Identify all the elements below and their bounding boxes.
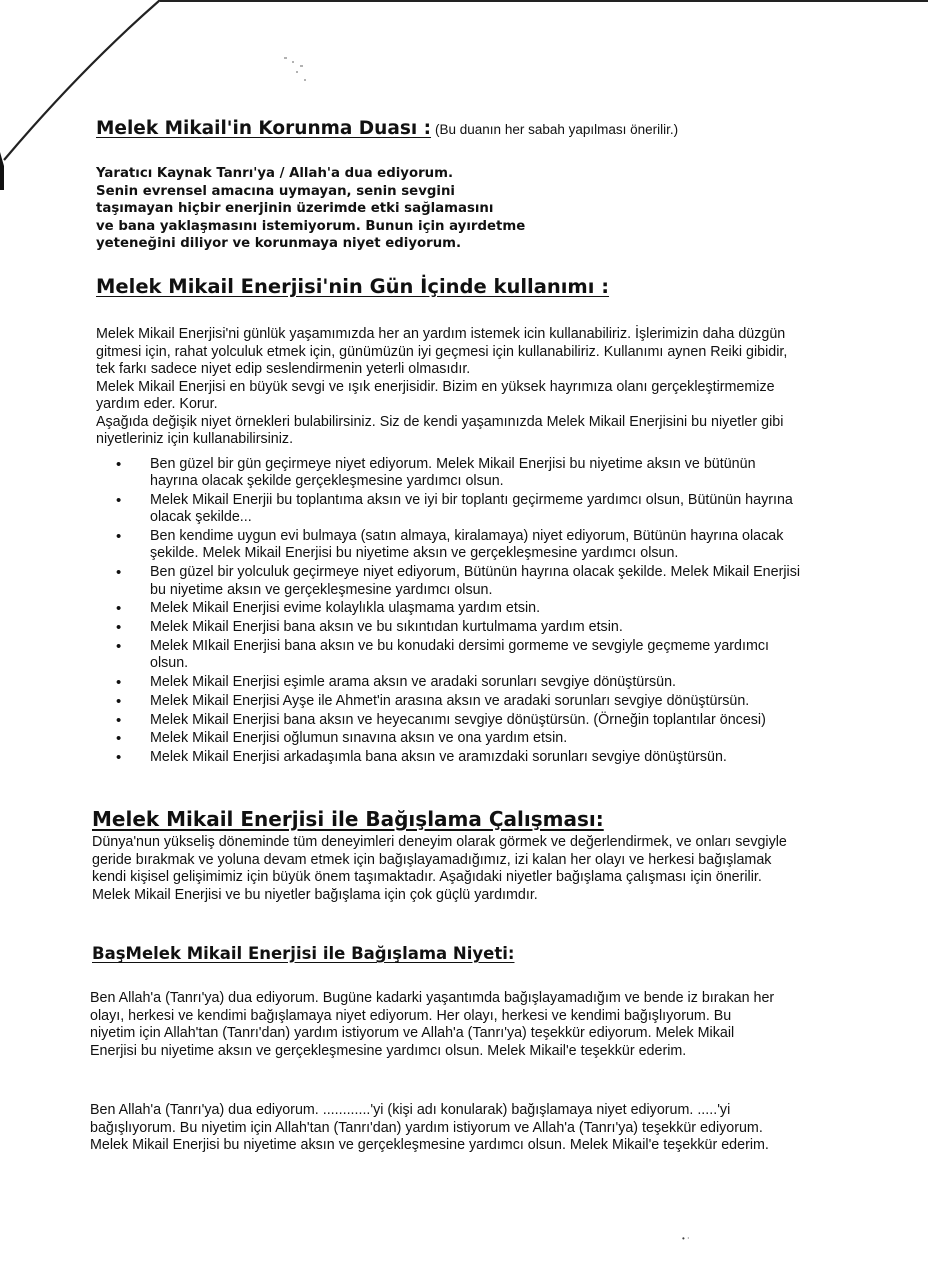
prayer-line: yeteneğini diliyor ve korunmaya niyet ediyorum.: [96, 236, 462, 251]
forgiveness-intention-text-2: [90, 1102, 780, 1155]
list-item: • Melek Mikail Enerjisi eşimle arama aksın ve aradaki sorunları sevgiye dönüştürsün.: [112, 674, 802, 691]
prayer-line: taşımayan hiçbir enerjinin üzerimde etki sağlamasını: [96, 201, 494, 216]
protection-prayer-note: (Bu duanın her sabah yapılması önerilir.): [435, 122, 679, 137]
prayer-line: Yaratıcı Kaynak Tanrı'ya / Allah'a dua ediyorum.: [96, 166, 454, 181]
prayer-line: ve bana yaklaşmasını istemiyorum. Bunun için ayırdetme: [96, 218, 526, 234]
paragraph: Melek Mikail Enerjisi'ni günlük yaşamımızda her an yardım istemek icin kullanabiliriz. İşlerimizin daha düzgün gitmesi için, rahat yolculuk etmek için, günümüzün iyi geçmesi için kullanabiliriz. Kullanımı aynen Reiki gibidir, tek farkı sadece niyet edip seslendirmenin yeterli olmasıdır.: [96, 326, 788, 377]
daily-usage-intro: [96, 326, 796, 449]
paragraph: Dünya'nun yükseliş döneminde tüm deneyimleri deneyim olarak görmek ve değerlendirmek, ve onları sevgiyle geride bırakmak ve yoluna devam etmek için bağışlayamadığımız, izi kalan her olayı ve herkesi bağışlamak kendi kişisel gelişimimiz için büyük önem taşımaktadır. Aşağıdaki niyetler bağışlama çalışması için önerilir. Melek Mikail Enerjisi ve bu niyetler bağışlama için çok güçlü yardımdır.: [92, 834, 787, 903]
paragraph: Melek Mikail Enerjisi en büyük sevgi ve ışık enerjisidir. Bizim en yüksek hayrımıza olanı gerçekleştirmemize yardım eder. Korur.: [96, 378, 775, 412]
intention-examples-list: [112, 456, 802, 768]
list-item: • Melek Mikail Enerjii bu toplantıma aksın ve iyi bir toplantı geçirmeme yardımcı olsun, Bütünün hayrına olacak şekilde...: [112, 492, 802, 527]
paragraph: Ben Allah'a (Tanrı'ya) dua ediyorum. Bugüne kadarki yaşantımda bağışlayamadığım ve bende iz bırakan her olayı, herkesi ve kendimi bağışlamaya niyet ediyorum. Her olayı, herkesi ve kendimi bağışlıyorum. Bu niyetim için Allah'tan (Tanrı'dan) yardım istiyorum ve Allah'a (Tanrı'ya) teşekkür ediyorum. Melek Mikail Enerjisi bu niyetime aksın ve gerçekleşmesine yardımcı olsun. Melek Mikail'e teşekkür ederim.: [90, 990, 775, 1059]
forgiveness-intention-text-1: [90, 990, 780, 1060]
list-item: • Melek Mikail Enerjisi oğlumun sınavına aksın ve ona yardım etsin.: [112, 730, 802, 747]
protection-prayer-heading: [96, 118, 678, 139]
paragraph: Aşağıda değişik niyet örnekleri bulabilirsiniz. Siz de kendi yaşamınızda Melek Mikail Enerjisini bu niyetler gibi niyetleriniz için kullanabilirsiniz.: [96, 413, 784, 447]
list-item: • Melek Mikail Enerjisi bana aksın ve heyecanımı sevgiye dönüştürsün. (Örneğin toplantılar öncesi): [112, 712, 802, 729]
daily-usage-heading: Melek Mikail Enerjisi'nin Gün İçinde kullanımı :: [96, 275, 610, 298]
list-item: • Melek Mikail Enerjisi bana aksın ve bu sıkıntıdan kurtulmama yardım etsin.: [112, 619, 802, 636]
protection-prayer-title: Melek Mikail'in Korunma Duası :: [96, 118, 432, 139]
prayer-line: Senin evrensel amacına uymayan, senin sevgini: [96, 183, 455, 199]
forgiveness-intention-heading: BaşMelek Mikail Enerjisi ile Bağışlama Niyeti:: [92, 944, 515, 963]
protection-prayer-text: [96, 165, 616, 253]
forgiveness-work-heading: Melek Mikail Enerjisi ile Bağışlama Çalışması:: [92, 807, 604, 831]
paragraph: Ben Allah'a (Tanrı'ya) dua ediyorum. ............'yi (kişi adı konularak) bağışlamaya niyet ediyorum. .....'yi bağışlıyorum. Bu niyetim için Allah'tan (Tanrı'dan) yardım istiyorum ve Allah'a (Tanrı'ya) teşekkür ediyorum. Melek Mikail Enerjisi bu niyetime aksın ve gerçekleşmesine yardımcı olsun. Melek Mikail'e teşekkür ederim.: [90, 1102, 769, 1153]
scan-speck-mark: • ⋅: [682, 1234, 690, 1243]
list-item: • Ben kendime uygun evi bulmaya (satın almaya, kiralamaya) niyet ediyorum, Bütünün hayrına olacak şekilde. Melek Mikail Enerjisi bu niyetime aksın ve gerçekleşmesine yardımcı olsun.: [112, 528, 802, 563]
list-item: • Ben güzel bir gün geçirmeye niyet ediyorum. Melek Mikail Enerjisi bu niyetime aksın ve bütünün hayrına olacak şekilde gerçekleşmesine yardımcı olsun.: [112, 456, 802, 491]
forgiveness-work-text: [92, 834, 792, 904]
list-item: • Melek Mikail Enerjisi Ayşe ile Ahmet'in arasına aksın ve aradaki sorunları sevgiye dönüştürsün.: [112, 693, 802, 710]
list-item: • Melek Mikail Enerjisi evime kolaylıkla ulaşmama yardım etsin.: [112, 600, 802, 617]
list-item: • Ben güzel bir yolculuk geçirmeye niyet ediyorum, Bütünün hayrına olacak şekilde. Melek Mikail Enerjisi bu niyetime aksın ve gerçekleşmesine yardımcı olsun.: [112, 564, 802, 599]
list-item: • Melek MIkail Enerjisi bana aksın ve bu konudaki dersimi gormeme ve sevgiyle geçmeme yardımcı olsun.: [112, 638, 802, 673]
list-item: • Melek Mikail Enerjisi arkadaşımla bana aksın ve aramızdaki sorunları sevgiye dönüştürsün.: [112, 749, 802, 766]
